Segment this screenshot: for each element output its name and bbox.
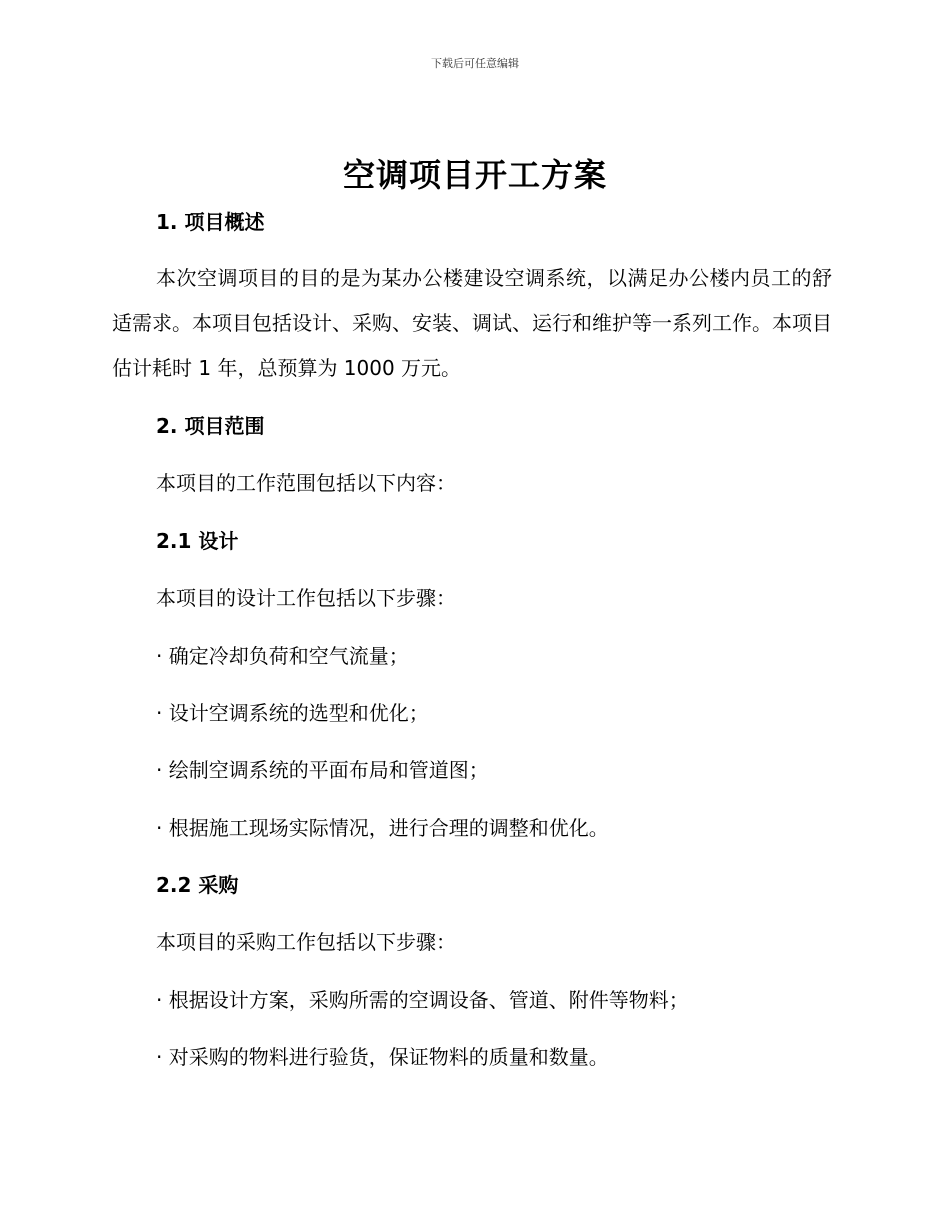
section-1-heading: 1. 项目概述 bbox=[156, 210, 265, 234]
page-header-note: 下载后可任意编辑 bbox=[431, 57, 519, 70]
list-item: · 确定冷却负荷和空气流量； bbox=[156, 644, 409, 668]
section-1-paragraph: 本次空调项目的目的是为某办公楼建设空调系统，以满足办公楼内员工的舒适需求。本项目包括设计、采购、安装、调试、运行和维护等一系列工作。本项目估计耗时 1 年，总预算为 1000 万元。 bbox=[112, 266, 832, 380]
section-2-1-intro: 本项目的设计工作包括以下步骤： bbox=[156, 586, 456, 610]
section-2-2-intro: 本项目的采购工作包括以下步骤： bbox=[156, 930, 456, 954]
document-title: 空调项目开工方案 bbox=[342, 156, 607, 194]
section-2-1-heading: 2.1 设计 bbox=[156, 529, 239, 553]
list-item: · 对采购的物料进行验货，保证物料的质量和数量。 bbox=[156, 1045, 609, 1069]
list-item: · 设计空调系统的选型和优化； bbox=[156, 701, 429, 725]
list-item: · 根据施工现场实际情况，进行合理的调整和优化。 bbox=[156, 816, 609, 840]
list-item: · 根据设计方案，采购所需的空调设备、管道、附件等物料； bbox=[156, 988, 689, 1012]
section-2-intro: 本项目的工作范围包括以下内容： bbox=[156, 471, 456, 495]
list-item: · 绘制空调系统的平面布局和管道图； bbox=[156, 758, 489, 782]
section-2-heading: 2. 项目范围 bbox=[156, 414, 265, 438]
section-2-2-heading: 2.2 采购 bbox=[156, 873, 239, 897]
